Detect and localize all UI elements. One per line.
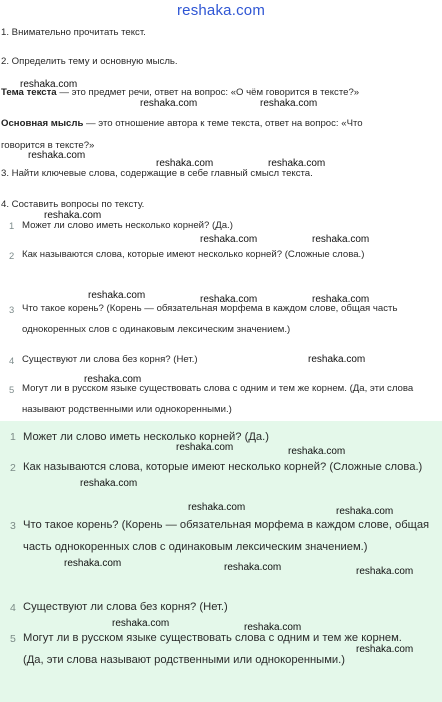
question-text: Могут ли в русском языке существовать слова с одним и тем же корнем. (Да, эти слова называют родственными или однокоренными.)	[22, 383, 414, 415]
watermark: reshaka.com	[84, 374, 142, 385]
question-text: Может ли слово иметь несколько корней? (Да.)	[22, 220, 233, 231]
main-idea-term: Основная мысль	[1, 118, 84, 129]
watermark: reshaka.com	[312, 234, 370, 245]
question-number: 4	[9, 355, 15, 366]
watermark: reshaka.com	[112, 618, 170, 629]
watermark: reshaka.com	[356, 644, 414, 655]
watermark: reshaka.com	[64, 558, 122, 569]
watermark: reshaka.com	[336, 506, 394, 517]
watermark: reshaka.com	[80, 478, 138, 489]
theme-def: — это предмет речи, ответ на вопрос: «О чём говорится в тексте?»	[56, 87, 360, 98]
question-text: Существуют ли слова без корня? (Нет.)	[22, 354, 198, 365]
answer-text: Может ли слово иметь несколько корней? (Да.)	[23, 431, 269, 443]
step-4: 4. Составить вопросы по тексту.	[1, 199, 145, 210]
watermark: reshaka.com	[20, 79, 78, 90]
step-2: 2. Определить тему и основную мысль.	[1, 56, 178, 67]
watermark: reshaka.com	[200, 234, 258, 245]
watermark: reshaka.com	[224, 562, 282, 573]
answer-number: 2	[10, 462, 16, 474]
watermark: reshaka.com	[312, 294, 370, 305]
question-number: 5	[9, 384, 15, 395]
step-3: 3. Найти ключевые слова, содержащие в себе главный смысл текста.	[1, 168, 313, 179]
watermark: reshaka.com	[88, 290, 146, 301]
theme-term: Тема текста	[1, 87, 57, 98]
answer-text: Как называются слова, которые имеют несколько корней? (Сложные слова.)	[23, 461, 423, 473]
question-text: Что такое корень? (Корень — обязательная морфема в каждом слове, общая часть однокоренных слов с одинаковым лексическим значением.)	[22, 303, 398, 335]
answer-number: 3	[10, 520, 16, 532]
main-idea-def-1: — это отношение автора к теме текста, ответ на вопрос: «Что	[83, 118, 363, 129]
watermark: reshaka.com	[308, 354, 366, 365]
main-idea-def-2: говорится в тексте?»	[1, 140, 95, 151]
watermark: reshaka.com	[28, 150, 86, 161]
watermark: reshaka.com	[356, 566, 414, 577]
watermark: reshaka.com	[268, 158, 326, 169]
main-idea-definition	[1, 116, 438, 131]
question-number: 3	[9, 304, 15, 315]
watermark: reshaka.com	[200, 294, 258, 305]
site-logo[interactable]: reshaka.com	[176, 2, 266, 19]
watermark: reshaka.com	[244, 622, 302, 633]
step-1: 1. Внимательно прочитать текст.	[1, 27, 146, 38]
watermark: reshaka.com	[188, 502, 246, 513]
answer-text: Существуют ли слова без корня? (Нет.)	[23, 601, 228, 613]
question-number: 1	[9, 220, 15, 231]
question-number: 2	[9, 250, 15, 261]
watermark: reshaka.com	[176, 442, 234, 453]
answer-number: 4	[10, 602, 16, 614]
answer-number: 5	[10, 633, 16, 645]
watermark: reshaka.com	[288, 446, 346, 457]
question-text: Как называются слова, которые имеют несколько корней? (Сложные слова.)	[22, 249, 365, 260]
answer-text: Могут ли в русском языке существовать слова с одним и тем же корнем. (Да, эти слова называют родственными или однокоренными.)	[23, 632, 402, 666]
watermark: reshaka.com	[44, 210, 102, 221]
watermark: reshaka.com	[260, 98, 318, 109]
watermark: reshaka.com	[156, 158, 214, 169]
answer-number: 1	[10, 431, 16, 443]
answer-text: Что такое корень? (Корень — обязательная морфема в каждом слове, общая часть однокоренных слов с одинаковым лексическим значением.)	[23, 519, 430, 553]
watermark: reshaka.com	[140, 98, 198, 109]
